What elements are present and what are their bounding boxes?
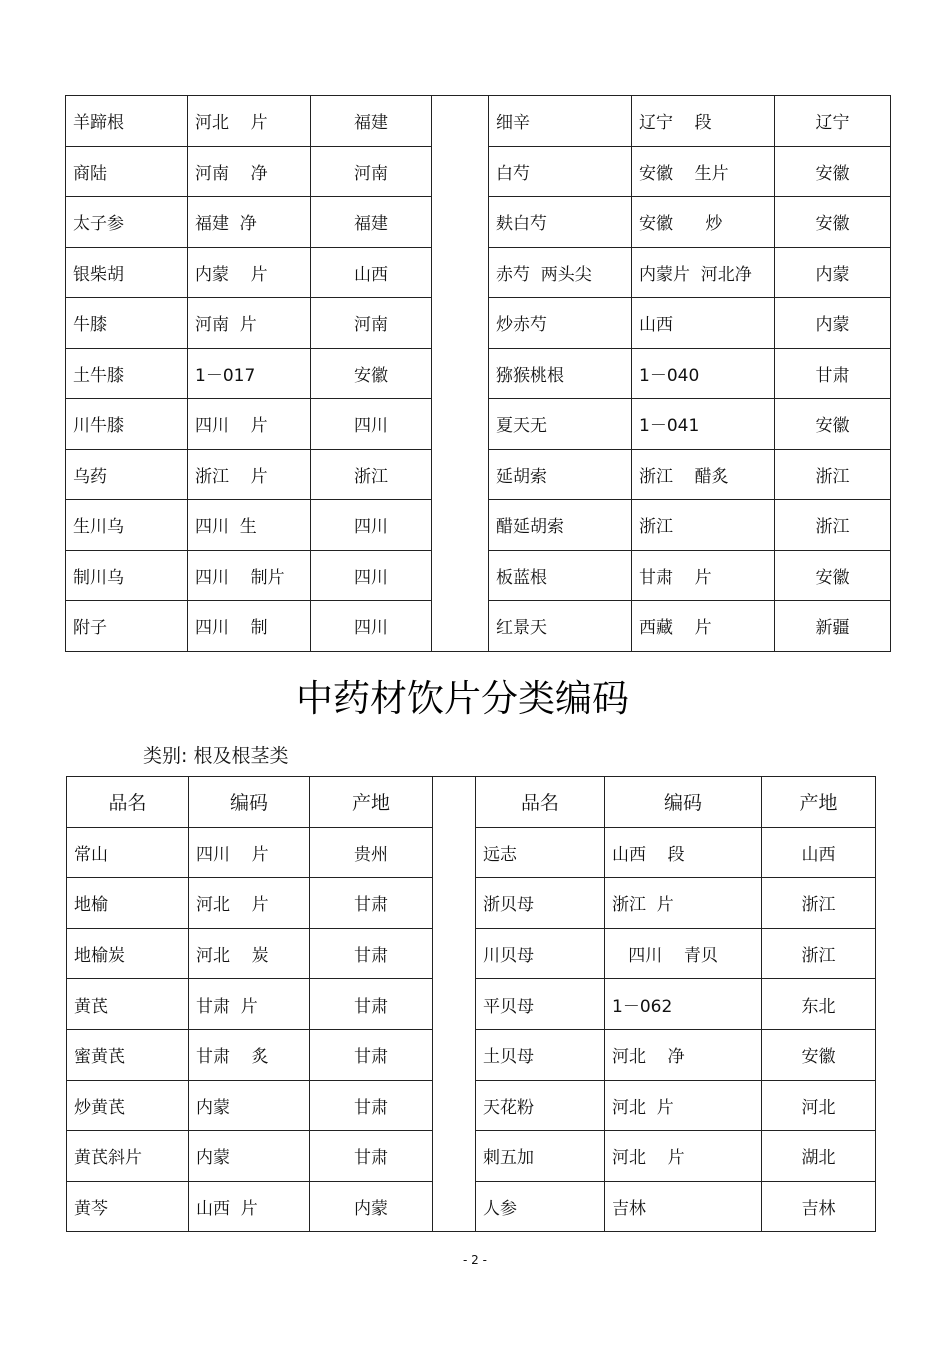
herb-origin-cell: 安徽 [775,197,891,248]
herb-origin-cell: 河南 [311,298,432,349]
document-title: 中药材饮片分类编码 [296,677,629,720]
herb-name-cell: 醋延胡索 [489,500,632,551]
herb-origin-cell: 浙江 [762,928,876,979]
herb-code-cell: 内蒙 片 [188,247,311,298]
herb-code-cell: 山西 片 [189,1181,310,1232]
herb-origin-cell: 浙江 [762,878,876,929]
herb-origin-cell: 安徽 [762,1029,876,1080]
herb-code-cell: 内蒙 [189,1131,310,1182]
herb-origin-cell: 内蒙 [310,1181,433,1232]
herb-code-cell: 1－041 [632,399,775,450]
herb-name-cell: 炒赤芍 [489,298,632,349]
herb-origin-cell: 辽宁 [775,96,891,147]
herb-code-cell: 河北 片 [188,96,311,147]
header-name: 品名 [476,777,605,828]
herb-code-cell: 1－017 [188,348,311,399]
herb-name-cell: 天花粉 [476,1080,605,1131]
herb-origin-cell: 浙江 [775,500,891,551]
herb-table-continued [65,95,891,652]
herb-code-cell: 1－062 [605,979,762,1030]
herb-name-cell: 地榆炭 [67,928,189,979]
herb-name-cell: 商陆 [66,146,188,197]
herb-name-cell: 羊蹄根 [66,96,188,147]
herb-origin-cell: 四川 [311,601,432,652]
herb-name-cell: 红景天 [489,601,632,652]
herb-origin-cell: 河北 [762,1080,876,1131]
herb-origin-cell: 甘肃 [310,979,433,1030]
herb-name-cell: 川牛膝 [66,399,188,450]
herb-code-cell: 河北 片 [605,1080,762,1131]
herb-name-cell: 黄芪 [67,979,189,1030]
herb-origin-cell: 安徽 [311,348,432,399]
herb-origin-cell: 甘肃 [310,1131,433,1182]
herb-name-cell: 土贝母 [476,1029,605,1080]
herb-name-cell: 黄芩 [67,1181,189,1232]
herb-origin-cell: 甘肃 [310,878,433,929]
herb-code-cell: 甘肃 片 [632,550,775,601]
herb-origin-cell: 四川 [311,550,432,601]
herb-code-cell: 四川 片 [189,827,310,878]
herb-name-cell: 板蓝根 [489,550,632,601]
herb-origin-cell: 安徽 [775,146,891,197]
herb-code-cell: 吉林 [605,1181,762,1232]
herb-name-cell: 川贝母 [476,928,605,979]
herb-code-cell: 辽宁 段 [632,96,775,147]
herb-origin-cell: 河南 [311,146,432,197]
herb-origin-cell: 浙江 [311,449,432,500]
herb-code-cell: 内蒙片 河北净 [632,247,775,298]
herb-code-cell: 浙江 片 [605,878,762,929]
herb-origin-cell: 甘肃 [775,348,891,399]
herb-origin-cell: 山西 [762,827,876,878]
herb-code-cell: 浙江 醋炙 [632,449,775,500]
category-label: 类别: 根及根茎类 [143,745,289,767]
herb-origin-cell: 安徽 [775,550,891,601]
herb-code-cell: 四川 片 [188,399,311,450]
herb-origin-cell: 四川 [311,399,432,450]
herb-origin-cell: 甘肃 [310,928,433,979]
herb-code-cell: 安徽 生片 [632,146,775,197]
herb-code-cell: 福建 净 [188,197,311,248]
herb-name-cell: 黄芪斜片 [67,1131,189,1182]
header-origin: 产地 [762,777,876,828]
herb-name-cell: 细辛 [489,96,632,147]
herb-name-cell: 夏天无 [489,399,632,450]
herb-origin-cell: 内蒙 [775,298,891,349]
herb-origin-cell: 湖北 [762,1131,876,1182]
herb-code-cell: 四川 制 [188,601,311,652]
herb-classification-table [66,776,876,1232]
header-code: 编码 [189,777,310,828]
herb-name-cell: 赤芍 两头尖 [489,247,632,298]
herb-code-cell: 河北 炭 [189,928,310,979]
herb-code-cell: 浙江 片 [188,449,311,500]
herb-code-cell: 河南 片 [188,298,311,349]
herb-code-cell: 四川 生 [188,500,311,551]
herb-name-cell: 平贝母 [476,979,605,1030]
herb-name-cell: 白芍 [489,146,632,197]
herb-name-cell: 土牛膝 [66,348,188,399]
herb-name-cell: 太子参 [66,197,188,248]
herb-origin-cell: 内蒙 [775,247,891,298]
page-number: - 2 - [463,1253,487,1267]
herb-name-cell: 浙贝母 [476,878,605,929]
herb-origin-cell: 甘肃 [310,1080,433,1131]
herb-code-cell: 山西 段 [605,827,762,878]
herb-name-cell: 银柴胡 [66,247,188,298]
herb-name-cell: 制川乌 [66,550,188,601]
herb-name-cell: 蜜黄芪 [67,1029,189,1080]
herb-name-cell: 牛膝 [66,298,188,349]
herb-code-cell: 甘肃 炙 [189,1029,310,1080]
herb-code-cell: 河南 净 [188,146,311,197]
herb-code-cell: 四川 制片 [188,550,311,601]
herb-origin-cell: 贵州 [310,827,433,878]
header-name: 品名 [67,777,189,828]
herb-origin-cell: 山西 [311,247,432,298]
herb-origin-cell: 浙江 [775,449,891,500]
table-row [66,96,891,147]
herb-name-cell: 猕猴桃根 [489,348,632,399]
herb-code-cell: 河北 片 [605,1131,762,1182]
herb-name-cell: 乌药 [66,449,188,500]
herb-origin-cell: 吉林 [762,1181,876,1232]
herb-code-cell: 河北 净 [605,1029,762,1080]
herb-origin-cell: 甘肃 [310,1029,433,1080]
herb-name-cell: 麸白芍 [489,197,632,248]
column-gap [432,96,489,652]
herb-code-cell: 内蒙 [189,1080,310,1131]
herb-origin-cell: 福建 [311,96,432,147]
herb-name-cell: 远志 [476,827,605,878]
herb-name-cell: 刺五加 [476,1131,605,1182]
herb-name-cell: 附子 [66,601,188,652]
table-header-row [67,777,876,828]
herb-origin-cell: 新疆 [775,601,891,652]
herb-origin-cell: 四川 [311,500,432,551]
herb-code-cell: 1－040 [632,348,775,399]
herb-origin-cell: 福建 [311,197,432,248]
herb-name-cell: 常山 [67,827,189,878]
header-code: 编码 [605,777,762,828]
column-gap [433,777,476,1232]
herb-code-cell: 甘肃 片 [189,979,310,1030]
herb-origin-cell: 东北 [762,979,876,1030]
herb-code-cell: 河北 片 [189,878,310,929]
herb-code-cell: 山西 [632,298,775,349]
herb-code-cell: 安徽 炒 [632,197,775,248]
herb-name-cell: 人参 [476,1181,605,1232]
herb-code-cell: 四川 青贝 [605,928,762,979]
herb-name-cell: 延胡索 [489,449,632,500]
herb-code-cell: 浙江 [632,500,775,551]
header-origin: 产地 [310,777,433,828]
herb-code-cell: 西藏 片 [632,601,775,652]
herb-name-cell: 地榆 [67,878,189,929]
herb-name-cell: 炒黄芪 [67,1080,189,1131]
herb-name-cell: 生川乌 [66,500,188,551]
herb-origin-cell: 安徽 [775,399,891,450]
